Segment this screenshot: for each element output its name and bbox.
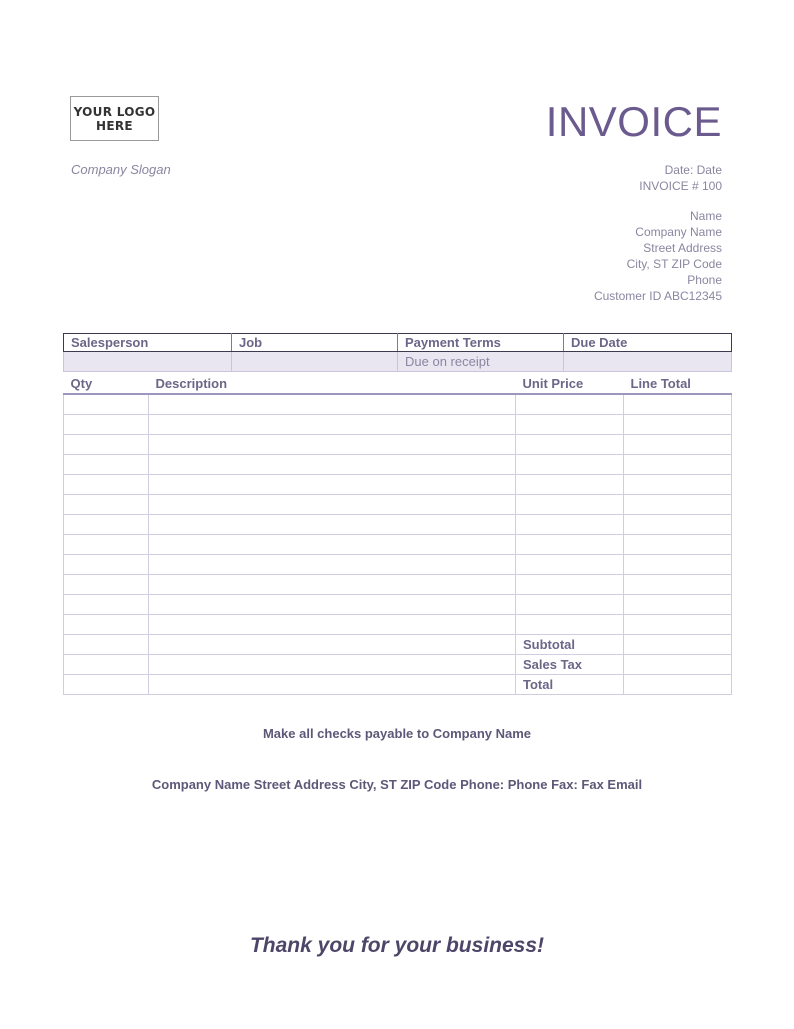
- qty-cell[interactable]: [64, 595, 149, 615]
- table-row: [64, 515, 732, 535]
- description-cell: [149, 635, 516, 655]
- description-cell[interactable]: [149, 435, 516, 455]
- description-cell[interactable]: [149, 515, 516, 535]
- table-row: [64, 475, 732, 495]
- sales-tax-label: Sales Tax: [516, 655, 624, 675]
- header-line-total: Line Total: [624, 373, 732, 394]
- description-cell: [149, 655, 516, 675]
- description-cell[interactable]: [149, 475, 516, 495]
- description-cell[interactable]: [149, 535, 516, 555]
- bill-to-city: City, ST ZIP Code: [626, 257, 722, 271]
- info-table: [63, 333, 732, 372]
- line-items-table: [63, 373, 732, 695]
- qty-cell[interactable]: [64, 475, 149, 495]
- bill-to-phone: Phone: [687, 273, 722, 287]
- qty-cell[interactable]: [64, 394, 149, 415]
- line-total-cell[interactable]: [624, 515, 732, 535]
- line-total-cell[interactable]: [624, 394, 732, 415]
- line-total-cell[interactable]: [624, 435, 732, 455]
- invoice-title: INVOICE: [545, 98, 722, 145]
- unit-price-cell[interactable]: [516, 515, 624, 535]
- qty-cell[interactable]: [64, 615, 149, 635]
- description-cell: [149, 675, 516, 695]
- invoice-meta: [639, 162, 722, 194]
- table-row: [64, 435, 732, 455]
- logo-placeholder: [70, 96, 159, 141]
- unit-price-cell[interactable]: [516, 495, 624, 515]
- unit-price-cell[interactable]: [516, 435, 624, 455]
- header-due-date: Due Date: [564, 334, 732, 352]
- qty-cell: [64, 655, 149, 675]
- bill-to-street: Street Address: [643, 241, 722, 255]
- total-value[interactable]: [624, 675, 732, 695]
- value-payment-terms[interactable]: Due on receipt: [398, 352, 564, 372]
- total-row: [64, 675, 732, 695]
- unit-price-cell[interactable]: [516, 475, 624, 495]
- qty-cell[interactable]: [64, 555, 149, 575]
- subtotal-label: Subtotal: [516, 635, 624, 655]
- value-job[interactable]: [232, 352, 398, 372]
- value-due-date[interactable]: [564, 352, 732, 372]
- customer-id: Customer ID ABC12345: [593, 289, 722, 303]
- info-value-row: [64, 352, 732, 372]
- qty-cell[interactable]: [64, 455, 149, 475]
- sales-tax-row: [64, 655, 732, 675]
- company-slogan: Company Slogan: [71, 162, 171, 177]
- logo-line-1: YOUR LOGO: [73, 104, 156, 119]
- line-total-cell[interactable]: [624, 575, 732, 595]
- invoice-number: INVOICE # 100: [639, 179, 722, 193]
- line-total-cell[interactable]: [624, 555, 732, 575]
- sales-tax-value[interactable]: [624, 655, 732, 675]
- line-total-cell[interactable]: [624, 595, 732, 615]
- description-cell[interactable]: [149, 415, 516, 435]
- unit-price-cell[interactable]: [516, 595, 624, 615]
- table-row: [64, 615, 732, 635]
- logo-line-2: HERE: [96, 118, 133, 133]
- bill-to-name: Name: [689, 209, 722, 223]
- header-qty: Qty: [64, 373, 149, 394]
- line-total-cell[interactable]: [624, 535, 732, 555]
- description-cell[interactable]: [149, 575, 516, 595]
- invoice-date: Date: Date: [664, 163, 722, 177]
- qty-cell[interactable]: [64, 435, 149, 455]
- unit-price-cell[interactable]: [516, 615, 624, 635]
- table-row: [64, 575, 732, 595]
- line-total-cell[interactable]: [624, 615, 732, 635]
- info-header-row: [64, 334, 732, 352]
- qty-cell: [64, 635, 149, 655]
- checks-payable-note: Make all checks payable to Company Name: [262, 726, 532, 741]
- line-total-cell[interactable]: [624, 475, 732, 495]
- company-contact-line: Company Name Street Address City, ST ZIP Code Phone: Phone Fax: Fax Email: [151, 777, 643, 792]
- qty-cell: [64, 675, 149, 695]
- thank-you-message: Thank you for your business!: [249, 934, 545, 957]
- unit-price-cell[interactable]: [516, 455, 624, 475]
- qty-cell[interactable]: [64, 415, 149, 435]
- qty-cell[interactable]: [64, 575, 149, 595]
- bill-to-company: Company Name: [635, 225, 722, 239]
- unit-price-cell[interactable]: [516, 555, 624, 575]
- table-row: [64, 455, 732, 475]
- header-payment-terms: Payment Terms: [398, 334, 564, 352]
- unit-price-cell[interactable]: [516, 415, 624, 435]
- description-cell[interactable]: [149, 455, 516, 475]
- line-total-cell[interactable]: [624, 495, 732, 515]
- table-row: [64, 595, 732, 615]
- unit-price-cell[interactable]: [516, 535, 624, 555]
- unit-price-cell[interactable]: [516, 394, 624, 415]
- table-row: [64, 555, 732, 575]
- description-cell[interactable]: [149, 495, 516, 515]
- description-cell[interactable]: [149, 394, 516, 415]
- total-label: Total: [516, 675, 624, 695]
- qty-cell[interactable]: [64, 515, 149, 535]
- qty-cell[interactable]: [64, 495, 149, 515]
- line-total-cell[interactable]: [624, 415, 732, 435]
- table-row: [64, 535, 732, 555]
- bill-to-block: [594, 208, 722, 304]
- description-cell[interactable]: [149, 555, 516, 575]
- qty-cell[interactable]: [64, 535, 149, 555]
- header-description: Description: [149, 373, 516, 394]
- table-row: [64, 415, 732, 435]
- items-header-row: [64, 373, 732, 394]
- value-salesperson[interactable]: [64, 352, 232, 372]
- header-job: Job: [232, 334, 398, 352]
- header-salesperson: Salesperson: [64, 334, 232, 352]
- subtotal-row: [64, 635, 732, 655]
- table-row: [64, 495, 732, 515]
- description-cell[interactable]: [149, 615, 516, 635]
- subtotal-value[interactable]: [624, 635, 732, 655]
- line-total-cell[interactable]: [624, 455, 732, 475]
- table-row: [64, 394, 732, 415]
- header-unit-price: Unit Price: [516, 373, 624, 394]
- description-cell[interactable]: [149, 595, 516, 615]
- unit-price-cell[interactable]: [516, 575, 624, 595]
